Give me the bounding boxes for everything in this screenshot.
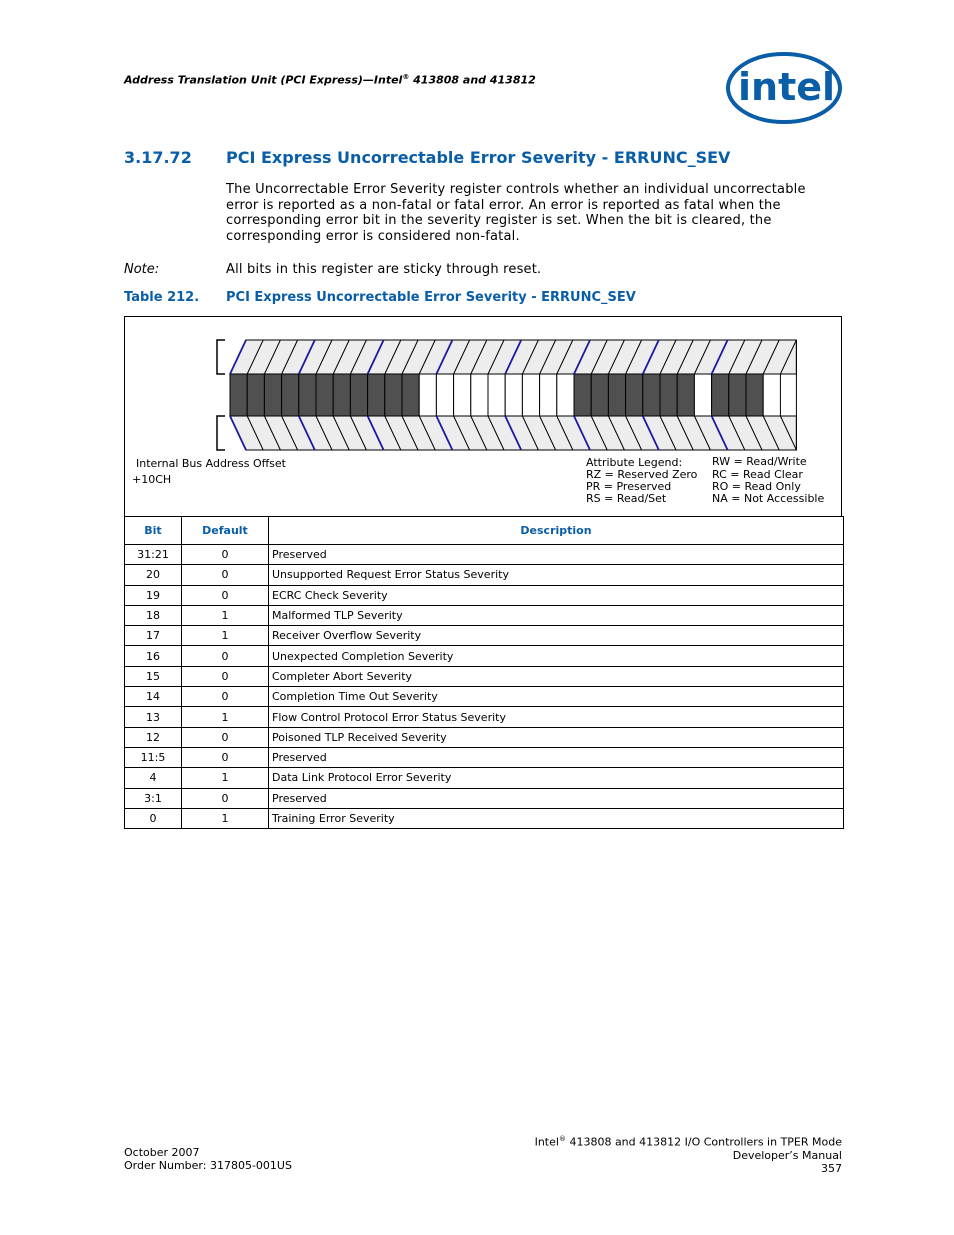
bit-cell-12 (557, 374, 574, 416)
note-label: Note: (124, 262, 160, 277)
cell-description: Unsupported Request Error Status Severity (269, 565, 844, 585)
running-header: Address Translation Unit (PCI Express)—Intel® 413808 and 413812 (124, 73, 536, 87)
header-default: Default (182, 517, 269, 545)
offset-label: Internal Bus Address Offset (136, 457, 286, 470)
cell-default: 1 (182, 605, 269, 625)
cell-description: Unexpected Completion Severity (269, 646, 844, 666)
cell-bit: 16 (125, 646, 182, 666)
intel-logo (724, 48, 844, 126)
bit-cell-21 (402, 374, 419, 416)
table-row (125, 646, 844, 666)
bit-cell-10 (591, 374, 608, 416)
cell-default: 0 (182, 585, 269, 605)
section-number: 3.17.72 (124, 148, 192, 167)
cell-description: Preserved (269, 788, 844, 808)
table-row (125, 605, 844, 625)
section-intro: The Uncorrectable Error Severity register controls whether an individual uncorrectable error is reported as a non-fatal or fatal error. An error is reported as fatal when the corresponding error bit in the severity register is set. When the bit is cleared, the corresponding error is considered non-fatal. (226, 182, 806, 244)
note-text: All bits in this register are sticky through reset. (226, 262, 542, 277)
cell-default: 0 (182, 545, 269, 565)
cell-default: 0 (182, 565, 269, 585)
logo-wordmark: intel (738, 65, 836, 109)
bit-cell-4 (694, 374, 711, 416)
legend-rw: RW = Read/Write (712, 455, 807, 468)
cell-description: Preserved (269, 545, 844, 565)
cell-bit: 18 (125, 605, 182, 625)
bit-cell-23 (368, 374, 385, 416)
bit-cell-29 (264, 374, 281, 416)
cell-bit: 20 (125, 565, 182, 585)
section-title: PCI Express Uncorrectable Error Severity - ERRUNC_SEV (226, 148, 731, 167)
cell-default: 1 (182, 626, 269, 646)
cell-bit: 15 (125, 666, 182, 686)
cell-description: Training Error Severity (269, 808, 844, 828)
bit-cell-3 (712, 374, 729, 416)
offset-value: +10CH (132, 473, 172, 486)
bit-description-table (124, 516, 844, 829)
legend-rc: RC = Read Clear (712, 468, 803, 481)
table-row (125, 727, 844, 747)
cell-default: 0 (182, 666, 269, 686)
cell-description: Completion Time Out Severity (269, 687, 844, 707)
legend-rz: RZ = Reserved Zero (586, 468, 698, 481)
header-bit: Bit (125, 517, 182, 545)
cell-bit: 0 (125, 808, 182, 828)
bit-cell-14 (522, 374, 539, 416)
legend-na: NA = Not Accessible (712, 492, 825, 505)
bit-cell-8 (626, 374, 643, 416)
cell-description: ECRC Check Severity (269, 585, 844, 605)
bit-cell-20 (419, 374, 436, 416)
bit-cell-26 (316, 374, 333, 416)
table-row (125, 707, 844, 727)
footer-date: October 2007 (124, 1146, 200, 1159)
table-row (125, 626, 844, 646)
cell-default: 0 (182, 727, 269, 747)
bit-cell-25 (333, 374, 350, 416)
table-header-row (125, 517, 844, 545)
bit-cell-27 (299, 374, 316, 416)
table-row (125, 747, 844, 767)
bit-cell-18 (454, 374, 471, 416)
legend-rs: RS = Read/Set (586, 492, 667, 505)
table-row (125, 545, 844, 565)
bracket-top (217, 340, 225, 374)
table-title: PCI Express Uncorrectable Error Severity - ERRUNC_SEV (226, 290, 636, 305)
cell-description: Preserved (269, 747, 844, 767)
header-description: Description (269, 517, 844, 545)
cell-default: 1 (182, 707, 269, 727)
cell-default: 1 (182, 768, 269, 788)
bit-cell-15 (505, 374, 522, 416)
page-number: 357 (821, 1161, 842, 1175)
cell-description: Completer Abort Severity (269, 666, 844, 686)
table-row (125, 768, 844, 788)
bit-cell-30 (247, 374, 264, 416)
cell-bit: 3:1 (125, 788, 182, 808)
bit-cell-13 (540, 374, 557, 416)
bit-cell-7 (643, 374, 660, 416)
table-number: Table 212. (124, 290, 200, 305)
legend-pr: PR = Preserved (586, 480, 672, 493)
cell-description: Poisoned TLP Received Severity (269, 727, 844, 747)
bit-cell-28 (282, 374, 299, 416)
table-row (125, 585, 844, 605)
cell-default: 0 (182, 687, 269, 707)
bit-cell-24 (350, 374, 367, 416)
table-row (125, 788, 844, 808)
bit-cell-31 (230, 374, 247, 416)
cell-bit: 11:5 (125, 747, 182, 767)
table-row (125, 666, 844, 686)
bit-cell-2 (729, 374, 746, 416)
bit-cell-11 (574, 374, 591, 416)
bracket-bottom (217, 416, 225, 450)
footer-order-number: Order Number: 317805-001US (124, 1159, 292, 1172)
bit-cell-6 (660, 374, 677, 416)
cell-bit: 14 (125, 687, 182, 707)
cell-bit: 12 (125, 727, 182, 747)
cell-bit: 4 (125, 768, 182, 788)
cell-bit: 17 (125, 626, 182, 646)
cell-default: 0 (182, 788, 269, 808)
cell-description: Receiver Overflow Severity (269, 626, 844, 646)
cell-bit: 13 (125, 707, 182, 727)
cell-bit: 31:21 (125, 545, 182, 565)
footer-product: Intel® 413808 and 413812 I/O Controllers in TPER Mode (534, 1135, 842, 1149)
bit-cell-19 (436, 374, 453, 416)
cell-default: 0 (182, 646, 269, 666)
footer-right (535, 1133, 842, 1175)
cell-description: Flow Control Protocol Error Status Severity (269, 707, 844, 727)
cell-description: Malformed TLP Severity (269, 605, 844, 625)
bit-cell-5 (677, 374, 694, 416)
cell-description: Data Link Protocol Error Severity (269, 768, 844, 788)
bit-cell-1 (746, 374, 763, 416)
bit-cell-16 (488, 374, 505, 416)
bit-cell-22 (385, 374, 402, 416)
table-row (125, 565, 844, 585)
cell-default: 0 (182, 747, 269, 767)
cell-default: 1 (182, 808, 269, 828)
legend-ro: RO = Read Only (712, 480, 801, 493)
table-row (125, 687, 844, 707)
table-row (125, 808, 844, 828)
bit-cell-9 (608, 374, 625, 416)
bit-cell-17 (471, 374, 488, 416)
bit-cell-0 (763, 374, 780, 416)
legend-title: Attribute Legend: (586, 456, 683, 469)
cell-bit: 19 (125, 585, 182, 605)
footer-manual: Developer’s Manual (732, 1148, 842, 1162)
